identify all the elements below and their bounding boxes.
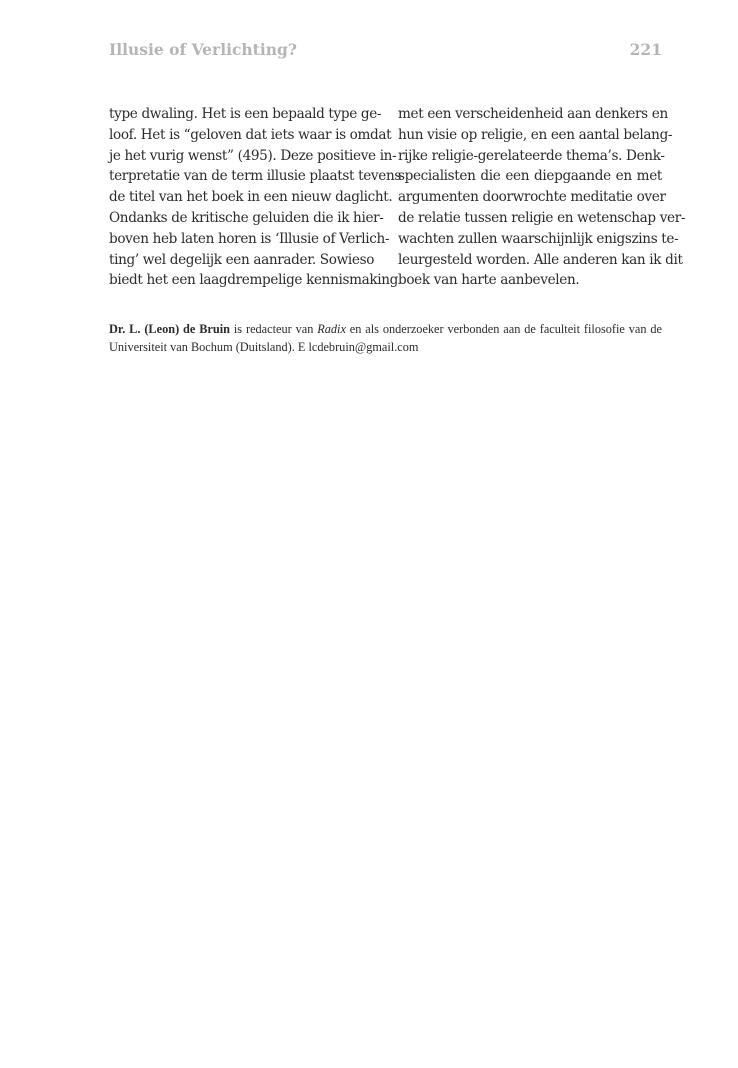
author-bio-note	[109, 320, 662, 356]
text-line: terpretatie van de term illusie plaatst tevens	[109, 168, 401, 185]
running-title: Illusie of Verlichting?	[109, 40, 297, 59]
text-line: ting’ wel degelijk een aanrader. Sowieso	[109, 251, 375, 268]
author-bio-line	[109, 320, 662, 338]
text-line: specialisten die een diepgaande en met	[398, 168, 662, 185]
text-line: loof. Het is “geloven dat iets waar is omdat	[109, 126, 392, 143]
author-bio-line-2: Universiteit van Bochum (Duitsland). E lcdebruin@gmail.com	[109, 340, 419, 354]
left-text-column	[109, 104, 401, 291]
author-affiliation-text: en als onderzoeker verbonden aan de faculteit filosofie van de	[345, 322, 662, 336]
text-line: wachten zullen waarschijnlijk enigszins te-	[398, 230, 679, 247]
text-line: de relatie tussen religie en wetenschap ver-	[398, 209, 686, 226]
text-line: boven heb laten horen is ‘Illusie of Verlich-	[109, 230, 390, 247]
text-line: leurgesteld worden. Alle anderen kan ik dit	[398, 251, 683, 268]
right-text-column	[398, 104, 686, 291]
text-line: type dwaling. Het is een bepaald type ge-	[109, 106, 382, 122]
journal-name: Radix	[317, 322, 346, 336]
text-line: boek van harte aanbevelen.	[398, 272, 580, 289]
page-number: 221	[629, 40, 662, 59]
text-line: Ondanks de kritische geluiden die ik hier-	[109, 209, 384, 226]
text-line: hun visie op religie, en een aantal belang-	[398, 126, 673, 143]
text-line: argumenten doorwrochte meditatie over	[398, 189, 666, 206]
running-header	[109, 40, 662, 62]
author-name: Dr. L. (Leon) de Bruin	[109, 322, 230, 336]
text-line: met een verscheidenheid aan denkers en	[398, 106, 668, 122]
text-line: rijke religie-gerelateerde thema’s. Denk-	[398, 147, 665, 164]
text-line: biedt het een laagdrempelige kennismaking	[109, 272, 399, 289]
text-line: je het vurig wenst” (495). Deze positieve in-	[109, 147, 397, 164]
text-line: de titel van het boek in een nieuw daglicht.	[109, 189, 393, 206]
author-role-text: is redacteur van	[230, 322, 318, 336]
